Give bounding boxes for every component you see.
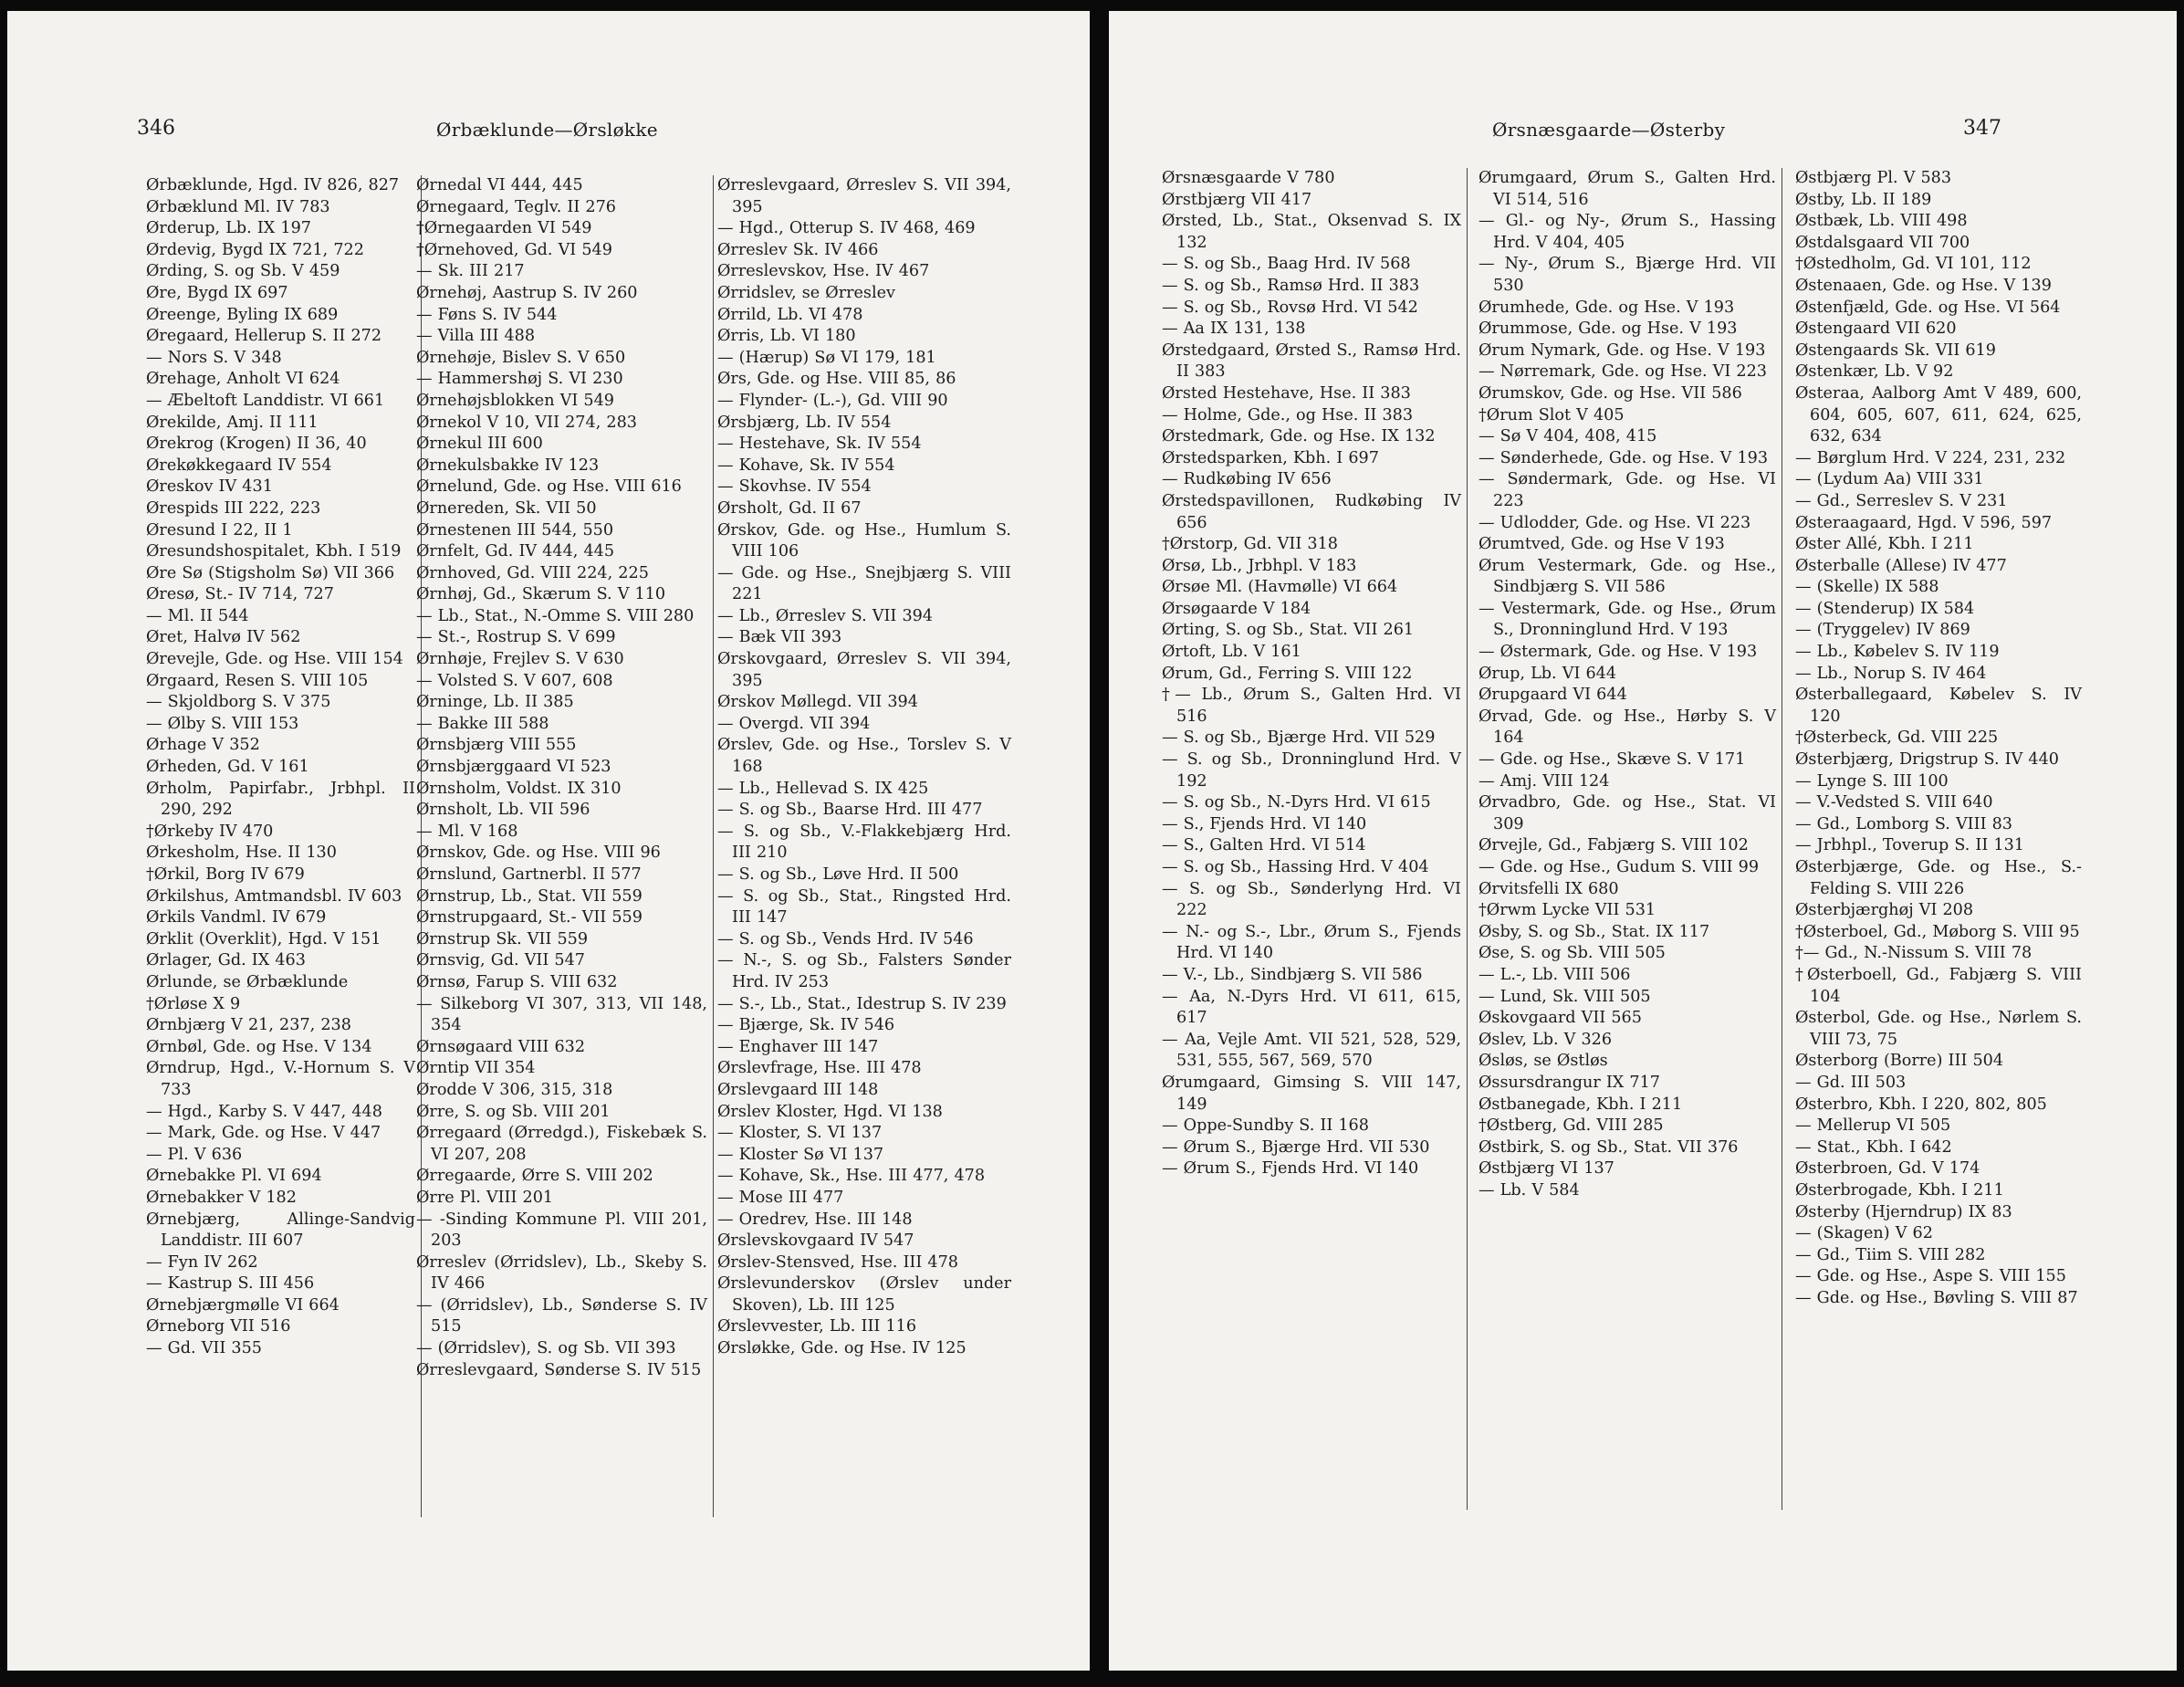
- index-entry: Ørbæklund Ml. IV 783: [146, 197, 330, 216]
- index-entry: — (Skelle) IX 588: [1795, 578, 1939, 597]
- index-entry: Østenkær, Lb. V 92: [1795, 362, 1954, 382]
- index-entry: — (Ørridslev), Lb., Sønderse S. IV 515: [416, 1295, 707, 1336]
- index-entry: Ørnehøjsblokken VI 549: [416, 391, 614, 410]
- index-entry: Ørslevskovgaard IV 547: [717, 1231, 914, 1251]
- index-entry: — Enghaver III 147: [717, 1037, 879, 1056]
- index-entry: — Villa III 488: [416, 327, 536, 346]
- index-entry: Ørreslevskov, Hse. IV 467: [717, 262, 930, 281]
- index-entry: Ørkesholm, Hse. II 130: [146, 844, 337, 863]
- index-entry: — Sø V 404, 408, 415: [1479, 427, 1657, 446]
- index-entry: Ørstedspavillonen, Rudkøbing IV 656: [1162, 491, 1461, 532]
- index-entry: Ørespids III 222, 223: [146, 498, 321, 518]
- index-entry: Ørris, Lb. VI 180: [717, 327, 856, 346]
- index-entry: Ørlunde, se Ørbæklunde: [146, 972, 349, 991]
- index-entry: — Kastrup S. III 456: [146, 1274, 315, 1294]
- index-entry: — Hestehave, Sk. IV 554: [717, 435, 922, 454]
- index-entry: — Gd., Tiim S. VIII 282: [1795, 1245, 1986, 1264]
- index-entry: Ørnslund, Gartnerbl. II 577: [416, 865, 642, 884]
- index-entry: Ørumgaard, Gimsing S. VIII 147, 149: [1162, 1073, 1461, 1114]
- index-entry: — Lb., Norup S. IV 464: [1795, 664, 1987, 683]
- index-entry: — Kloster, S. VI 137: [717, 1124, 883, 1143]
- index-entry: — Lb., Købelev S. IV 119: [1795, 643, 2000, 662]
- index-entry: — Skjoldborg S. V 375: [146, 693, 331, 712]
- index-entry: Ørslevunderskov (Ørslev under Skoven), Lb. III 125: [717, 1274, 1011, 1315]
- index-entry: — Aa, Vejle Amt. VII 521, 528, 529, 531, 555, 567, 569, 570: [1162, 1030, 1461, 1071]
- index-entry: Ørlager, Gd. IX 463: [146, 951, 306, 970]
- index-entry: Ørslevgaard III 148: [717, 1080, 879, 1099]
- index-entry: Ørnstrup, Lb., Stat. VII 559: [416, 886, 643, 906]
- index-entry: Ørhage V 352: [146, 736, 260, 755]
- index-entry: — Gde. og Hse., Skæve S. V 171: [1479, 750, 1746, 770]
- index-entry: Ørslevvester, Lb. III 116: [717, 1317, 917, 1336]
- index-entry: Ørnekol V 10, VII 274, 283: [416, 413, 637, 432]
- index-entry: Østerballegaard, Købelev S. IV 120: [1795, 686, 2082, 726]
- index-entry: — S., Fjends Hrd. VI 140: [1162, 814, 1367, 833]
- running-head: Ørsnæsgaarde—Østerby: [1492, 119, 1726, 141]
- index-entry: — V.-Vedsted S. VIII 640: [1795, 793, 1993, 812]
- index-entry: Ørnehøj, Aastrup S. IV 260: [416, 283, 638, 302]
- index-entry: — Udlodder, Gde. og Hse. VI 223: [1479, 513, 1751, 532]
- index-entry: Ørummose, Gde. og Hse. V 193: [1479, 320, 1738, 339]
- index-entry: Ørsholt, Gd. II 67: [717, 498, 862, 518]
- index-entry: Ørnebjærg, Allinge-Sandvig Landdistr. III 607: [146, 1210, 415, 1251]
- index-entry: — Lb. V 584: [1479, 1180, 1580, 1200]
- index-column-2: [409, 175, 714, 1517]
- index-entry: Østbjærg Pl. V 583: [1795, 169, 1952, 187]
- index-entry: — Ølby S. VIII 153: [146, 714, 299, 733]
- index-entry: Ørstbjærg VII 417: [1162, 190, 1312, 209]
- index-entry: Øssursdrangur IX 717: [1479, 1073, 1660, 1092]
- index-entry: †— Lb., Ørum S., Galten Hrd. VI 516: [1162, 686, 1461, 726]
- index-entry: †Østedholm, Gd. VI 101, 112: [1795, 255, 2032, 274]
- index-entry: Ørslev-Stensved, Hse. III 478: [717, 1252, 958, 1272]
- index-entry: — Søndermark, Gde. og Hse. VI 223: [1479, 470, 1776, 510]
- index-entry: Øslev, Lb. V 326: [1479, 1030, 1613, 1049]
- index-entry: — Aa IX 131, 138: [1162, 320, 1306, 339]
- index-entry: Ørkilshus, Amtmandsbl. IV 603: [146, 886, 402, 906]
- index-entry: Øsby, S. og Sb., Stat. IX 117: [1479, 922, 1710, 941]
- index-entry: — Gd., Lomborg S. VIII 83: [1795, 814, 2013, 833]
- index-entry: Østerbjærghøj VI 208: [1795, 901, 1974, 920]
- index-entry: Østenaaen, Gde. og Hse. V 139: [1795, 276, 2052, 295]
- index-entry: — Flynder- (L.-), Gd. VIII 90: [717, 391, 948, 410]
- index-entry: — Gd. III 503: [1795, 1073, 1907, 1092]
- index-entry: Ørvejle, Gd., Fabjærg S. VIII 102: [1479, 836, 1749, 855]
- index-entry: Ørnegaard, Teglv. II 276: [416, 197, 616, 216]
- index-column-1: [1162, 168, 1468, 1510]
- index-entry: Ørnbøl, Gde. og Hse. V 134: [146, 1037, 372, 1056]
- index-entry: Øregaard, Hellerup S. II 272: [146, 327, 382, 346]
- index-entry: Ørodde V 306, 315, 318: [416, 1080, 613, 1099]
- index-entry: Ørvad, Gde. og Hse., Hørby S. V 164: [1479, 707, 1776, 748]
- index-entry: Ørre Pl. VIII 201: [416, 1188, 554, 1207]
- index-entry: Ørstedmark, Gde. og Hse. IX 132: [1162, 427, 1436, 446]
- index-entry: Ørvitsfelli IX 680: [1479, 879, 1619, 898]
- index-entry: Ørnsø, Farup S. VIII 632: [416, 972, 618, 991]
- index-entry: — Bakke III 588: [416, 714, 549, 733]
- index-entry: — (Hærup) Sø VI 179, 181: [717, 348, 936, 367]
- index-entry: Ørum, Gd., Ferring S. VIII 122: [1162, 664, 1413, 683]
- index-entry: — Kohave, Sk. IV 554: [717, 456, 895, 475]
- index-entry: — S. og Sb., V.-Flakkebjærg Hrd. III 210: [717, 822, 1011, 863]
- index-entry: Ørnhoved, Gd. VIII 224, 225: [416, 563, 649, 582]
- index-entry: Ørsted, Lb., Stat., Oksenvad S. IX 132: [1162, 212, 1461, 252]
- index-entry: — S. og Sb., Bjærge Hrd. VII 529: [1162, 728, 1436, 748]
- index-entry: Ørnestenen III 544, 550: [416, 520, 614, 540]
- index-entry: Ørupgaard VI 644: [1479, 686, 1627, 705]
- index-entry: — Kloster Sø VI 137: [717, 1145, 884, 1164]
- index-entry: — Nors S. V 348: [146, 348, 282, 367]
- index-entry: Østenfjæld, Gde. og Hse. VI 564: [1795, 298, 2061, 317]
- index-entry: — S., Galten Hrd. VI 514: [1162, 836, 1366, 855]
- index-entry: — S. og Sb., Vends Hrd. IV 546: [717, 929, 974, 948]
- index-entry: Øret, Halvø IV 562: [146, 628, 301, 647]
- index-entry: Ørderup, Lb. IX 197: [146, 219, 311, 238]
- index-entry: — Æbeltoft Landdistr. VI 661: [146, 391, 385, 410]
- index-entry: Ørnsholm, Voldst. IX 310: [416, 779, 622, 798]
- index-entry: — Gde. og Hse., Gudum S. VIII 99: [1479, 858, 1760, 876]
- index-entry: — S. og Sb., Hassing Hrd. V 404: [1162, 858, 1429, 876]
- index-entry: — Overgd. VII 394: [717, 714, 871, 733]
- index-entry: Østbirk, S. og Sb., Stat. VII 376: [1479, 1137, 1739, 1157]
- index-entry: — V.-, Lb., Sindbjærg S. VII 586: [1162, 965, 1423, 984]
- index-entry: — (Skagen) V 62: [1795, 1224, 1933, 1243]
- index-entry: Ørnbjærg V 21, 237, 238: [146, 1016, 351, 1035]
- index-entry: Ørreslevgaard, Sønderse S. IV 515: [416, 1360, 702, 1379]
- index-entry: Ørnstrupgaard, St.- VII 559: [416, 908, 643, 927]
- index-entry: Ørumhede, Gde. og Hse. V 193: [1479, 298, 1735, 317]
- index-entry: — Holme, Gde., og Hse. II 383: [1162, 405, 1414, 424]
- index-entry: — Bæk VII 393: [717, 628, 842, 647]
- index-entry: †Ørum Slot V 405: [1479, 405, 1625, 424]
- index-entry: — L.-, Lb. VIII 506: [1479, 965, 1631, 984]
- index-entry: — Vestermark, Gde. og Hse., Ørum S., Dronninglund Hrd. V 193: [1479, 599, 1776, 640]
- index-entry: — -Sinding Kommune Pl. VIII 201, 203: [416, 1210, 707, 1251]
- index-entry: Ørslev, Gde. og Hse., Torslev S. V 168: [717, 736, 1011, 777]
- index-entry: Ørsnæsgaarde V 780: [1162, 169, 1335, 187]
- index-entry: Ørkils Vandml. IV 679: [146, 908, 327, 927]
- index-entry: Østerbjærg, Drigstrup S. IV 440: [1795, 750, 2059, 770]
- index-entry: — S. og Sb., Stat., Ringsted Hrd. III 147: [717, 886, 1011, 927]
- index-entry: — Ørum S., Fjends Hrd. VI 140: [1162, 1159, 1419, 1179]
- index-entry: — Hgd., Karby S. V 447, 448: [146, 1102, 382, 1121]
- index-entry: Ørnsbjærggaard VI 523: [416, 758, 611, 777]
- index-entry: †Ørkil, Borg IV 679: [146, 865, 305, 884]
- index-entry: Østengaard VII 620: [1795, 320, 1957, 339]
- index-entry: — Mellerup VI 505: [1795, 1116, 1951, 1136]
- index-entry: †Ørkeby IV 470: [146, 822, 274, 841]
- index-entry: Ørrild, Lb. VI 478: [717, 305, 863, 324]
- index-entry: — N.-, S. og Sb., Falsters Sønder Hrd. IV 253: [717, 951, 1011, 991]
- index-entry: Ørumskov, Gde. og Hse. VII 586: [1479, 383, 1742, 403]
- index-entry: †Ørwm Lycke VII 531: [1479, 901, 1656, 920]
- index-entry: Ørevejle, Gde. og Hse. VIII 154: [146, 650, 403, 669]
- index-entry: Ørre, S. og Sb. VIII 201: [416, 1102, 611, 1121]
- index-entry: Østerby (Hjerndrup) IX 83: [1795, 1202, 2012, 1221]
- index-entry: †Ørstorp, Gd. VII 318: [1162, 535, 1338, 554]
- index-entry: — S. og Sb., Dronninglund Hrd. V 192: [1162, 750, 1461, 791]
- index-entry: Øreskov IV 431: [146, 477, 273, 497]
- index-entry: — Ml. II 544: [146, 606, 249, 625]
- index-entry: Ørumgaard, Ørum S., Galten Hrd. VI 514, 516: [1479, 169, 1776, 209]
- index-entry: Ørding, S. og Sb. V 459: [146, 262, 340, 281]
- index-entry: Østeraa, Aalborg Amt V 489, 600, 604, 605, 607, 611, 624, 625, 632, 634: [1795, 383, 2082, 446]
- index-entry: Ørdevig, Bygd IX 721, 722: [146, 240, 364, 259]
- index-entry: Østerballe (Allese) IV 477: [1795, 556, 2007, 575]
- index-entry: Ørnedal VI 444, 445: [416, 176, 583, 194]
- index-entry: Ørsbjærg, Lb. IV 554: [717, 413, 892, 432]
- index-entry: Ørnelund, Gde. og Hse. VIII 616: [416, 477, 682, 497]
- index-entry: — Bjærge, Sk. IV 546: [717, 1016, 895, 1035]
- index-entry: Ørsø, Lb., Jrbhpl. V 183: [1162, 556, 1357, 575]
- index-entry: Øreenge, Byling IX 689: [146, 305, 339, 324]
- index-entry: — Ørum S., Bjærge Hrd. VII 530: [1162, 1137, 1430, 1157]
- index-entry: Ørum Vestermark, Gde. og Hse., Sindbjærg S. VII 586: [1479, 556, 1776, 597]
- index-entry: Ørreslevgaard, Ørreslev S. VII 394, 395: [717, 176, 1011, 216]
- index-entry: Ørslev Kloster, Hgd. VI 138: [717, 1102, 943, 1121]
- index-entry: Ørneborg VII 516: [146, 1317, 291, 1336]
- index-entry: Ørnsbjærg VIII 555: [416, 736, 577, 755]
- index-entry: †Østerbeck, Gd. VIII 225: [1795, 728, 1999, 748]
- index-entry: — Gd., Serreslev S. V 231: [1795, 491, 2008, 510]
- index-entry: Ørnsholt, Lb. VII 596: [416, 801, 590, 820]
- index-entry: Ørnhøj, Gd., Skærum S. V 110: [416, 585, 666, 604]
- index-entry: — Ml. V 168: [416, 822, 518, 841]
- index-entry: — Hammershøj S. VI 230: [416, 370, 623, 389]
- index-entry: — Nørremark, Gde. og Hse. VI 223: [1479, 362, 1767, 382]
- index-entry: Ørreslev Sk. IV 466: [717, 240, 879, 259]
- index-entry: †Østerboel, Gd., Møborg S. VIII 95: [1795, 922, 2080, 941]
- index-entry: — (Lydum Aa) VIII 331: [1795, 470, 1984, 489]
- index-entry: †Østberg, Gd. VIII 285: [1479, 1116, 1664, 1136]
- index-entry: Østbæk, Lb. VIII 498: [1795, 212, 1968, 231]
- index-entry: — Børglum Hrd. V 224, 231, 232: [1795, 448, 2066, 467]
- index-entry: Øre Sø (Stigsholm Sø) VII 366: [146, 563, 395, 582]
- index-entry: — Oredrev, Hse. III 148: [717, 1210, 913, 1229]
- index-entry: — Jrbhpl., Toverup S. II 131: [1795, 836, 2025, 855]
- right-page: [1109, 11, 2177, 1671]
- index-entry: — S. og Sb., Baag Hrd. IV 568: [1162, 255, 1411, 274]
- index-entry: — Lb., Ørreslev S. VII 394: [717, 606, 934, 625]
- index-entry: Ørnsvig, Gd. VII 547: [416, 951, 585, 970]
- index-entry: Ørklit (Overklit), Hgd. V 151: [146, 929, 381, 948]
- index-entry: Østbanegade, Kbh. I 211: [1479, 1095, 1683, 1114]
- index-entry: Ørgaard, Resen S. VIII 105: [146, 671, 369, 690]
- index-entry: Ørridslev, se Ørreslev: [717, 283, 895, 302]
- index-entry: — Stat., Kbh. I 642: [1795, 1137, 1952, 1157]
- index-entry: — S. og Sb., Ramsø Hrd. II 383: [1162, 276, 1420, 295]
- index-entry: Ørnebakker V 182: [146, 1188, 297, 1207]
- index-entry: — Gde. og Hse., Bøvling S. VIII 87: [1795, 1288, 2078, 1307]
- index-entry: Ørup, Lb. VI 644: [1479, 664, 1617, 683]
- index-entry: — Fyn IV 262: [146, 1252, 258, 1272]
- index-entry: Østbjærg VI 137: [1479, 1159, 1614, 1179]
- index-entry: — Østermark, Gde. og Hse. V 193: [1479, 643, 1758, 662]
- index-column-1: [146, 175, 422, 1517]
- index-entry: Ørbæklunde, Hgd. IV 826, 827: [146, 176, 400, 194]
- index-column-3: [1786, 168, 2087, 1309]
- index-entry: Ørstedsparken, Kbh. I 697: [1162, 448, 1379, 467]
- index-entry: — Lund, Sk. VIII 505: [1479, 987, 1651, 1006]
- index-entry: Ørnehøje, Bislev S. V 650: [416, 348, 626, 367]
- index-entry: Østerbroen, Gd. V 174: [1795, 1159, 1980, 1179]
- index-entry: Ørnsøgaard VIII 632: [416, 1037, 586, 1056]
- index-entry: — Lynge S. III 100: [1795, 771, 1949, 791]
- index-entry: — S. og Sb., Baarse Hrd. III 477: [717, 801, 983, 820]
- index-entry: — S.-, Lb., Stat., Idestrup S. IV 239: [717, 994, 1007, 1013]
- index-entry: — N.- og S.-, Lbr., Ørum S., Fjends Hrd. VI 140: [1162, 922, 1461, 963]
- index-entry: Ørtoft, Lb. V 161: [1162, 643, 1301, 662]
- index-entry: †Østerboell, Gd., Fabjærg S. VIII 104: [1795, 965, 2082, 1006]
- index-entry: Øresundshospitalet, Kbh. I 519: [146, 542, 402, 561]
- index-entry: — Føns S. IV 544: [416, 305, 558, 324]
- index-entry: Ørnebjærgmølle VI 664: [146, 1295, 340, 1315]
- index-entry: Østerbrogade, Kbh. I 211: [1795, 1180, 2004, 1200]
- index-entry: Østeraagaard, Hgd. V 596, 597: [1795, 513, 2053, 532]
- index-entry: Østerbol, Gde. og Hse., Nørlem S. VIII 73, 75: [1795, 1009, 2082, 1049]
- index-entry: Ørntip VII 354: [416, 1059, 536, 1078]
- index-entry: — S. og Sb., Sønderlyng Hrd. VI 222: [1162, 879, 1461, 920]
- index-entry: Ørndrup, Hgd., V.-Hornum S. V 733: [146, 1059, 415, 1099]
- index-entry: Ørsøe Ml. (Havmølle) VI 664: [1162, 578, 1398, 597]
- left-page: [7, 11, 1090, 1671]
- index-entry: Ørekøkkegaard IV 554: [146, 456, 332, 475]
- index-entry: — (Tryggelev) IV 869: [1795, 621, 1970, 640]
- index-entry: Øsløs, se Østløs: [1479, 1052, 1608, 1071]
- index-entry: Ørting, S. og Sb., Stat. VII 261: [1162, 621, 1415, 640]
- index-entry: †— Gd., N.-Nissum S. VIII 78: [1795, 944, 2032, 963]
- index-entry: Ørslevfrage, Hse. III 478: [717, 1059, 922, 1078]
- index-entry: — Pl. V 636: [146, 1145, 243, 1164]
- index-entry: Østerbjærge, Gde. og Hse., S.-Felding S. VIII 226: [1795, 858, 2082, 898]
- index-entry: Ørumtved, Gde. og Hse V 193: [1479, 535, 1725, 554]
- page-number: 347: [1963, 117, 2001, 140]
- index-entry: Ørninge, Lb. II 385: [416, 693, 574, 712]
- index-entry: — Lb., Stat., N.-Omme S. VIII 280: [416, 606, 695, 625]
- index-entry: Ørnstrup Sk. VII 559: [416, 929, 589, 948]
- index-entry: Øre, Bygd IX 697: [146, 283, 288, 302]
- index-entry: Øse, S. og Sb. VIII 505: [1479, 944, 1666, 963]
- index-entry: — S. og Sb., Løve Hrd. II 500: [717, 865, 959, 884]
- index-entry: Ørs, Gde. og Hse. VIII 85, 86: [717, 370, 956, 389]
- index-entry: — Hgd., Otterup S. IV 468, 469: [717, 219, 976, 238]
- index-entry: Ørholm, Papirfabr., Jrbhpl. II 290, 292: [146, 779, 415, 820]
- index-entry: †Ørnehoved, Gd. VI 549: [416, 240, 612, 259]
- index-entry: Øresund I 22, II 1: [146, 520, 293, 540]
- index-entry: Øskovgaard VII 565: [1479, 1009, 1642, 1028]
- index-entry: — Mark, Gde. og Hse. V 447: [146, 1124, 381, 1143]
- index-entry: Ørregaarde, Ørre S. VIII 202: [416, 1167, 653, 1186]
- index-entry: Ørvadbro, Gde. og Hse., Stat. VI 309: [1479, 793, 1776, 833]
- index-entry: Østby, Lb. II 189: [1795, 190, 1932, 209]
- index-entry: Ørreslev (Ørridslev), Lb., Skeby S. IV 466: [416, 1252, 707, 1294]
- index-column-2: [1469, 168, 1782, 1510]
- index-entry: Øster Allé, Kbh. I 211: [1795, 535, 1974, 554]
- index-entry: Ørekilde, Amj. II 111: [146, 413, 319, 432]
- index-entry: Ørum Nymark, Gde. og Hse. V 193: [1479, 341, 1766, 360]
- index-entry: Ørnhøje, Frejlev S. V 630: [416, 650, 624, 669]
- index-entry: Ørsløkke, Gde. og Hse. IV 125: [717, 1339, 967, 1358]
- index-entry: †Ørløse X 9: [146, 994, 241, 1013]
- index-entry: Ørekrog (Krogen) II 36, 40: [146, 435, 367, 454]
- index-entry: Ørskov Møllegd. VII 394: [717, 693, 918, 712]
- index-entry: Ørnekul III 600: [416, 435, 543, 454]
- index-entry: Ørnereden, Sk. VII 50: [416, 498, 597, 518]
- index-entry: — (Ørridslev), S. og Sb. VII 393: [416, 1339, 676, 1358]
- index-entry: — Ny-, Ørum S., Bjærge Hrd. VII 530: [1479, 255, 1776, 295]
- index-entry: Ørnfelt, Gd. IV 444, 445: [416, 542, 615, 561]
- page-number: 346: [137, 117, 175, 140]
- index-entry: — Sønderhede, Gde. og Hse. V 193: [1479, 448, 1769, 467]
- index-entry: Ørskov, Gde. og Hse., Humlum S. VIII 106: [717, 520, 1011, 561]
- index-entry: Østdalsgaard VII 700: [1795, 233, 1970, 252]
- index-entry: — Rudkøbing IV 656: [1162, 470, 1332, 489]
- index-entry: Øresø, St.- IV 714, 727: [146, 585, 334, 604]
- index-entry: — Gl.- og Ny-, Ørum S., Hassing Hrd. V 404, 405: [1479, 212, 1776, 252]
- index-entry: Ørregaard (Ørredgd.), Fiskebæk S. VI 207, 208: [416, 1124, 707, 1164]
- index-entry: — Skovhse. IV 554: [717, 477, 872, 497]
- index-entry: Østerborg (Borre) III 504: [1795, 1052, 2004, 1071]
- index-entry: †Ørnegaarden VI 549: [416, 219, 592, 238]
- index-column-3: [710, 175, 1017, 1360]
- index-entry: Ørsøgaarde V 184: [1162, 599, 1311, 618]
- index-entry: — Gd. VII 355: [146, 1339, 262, 1358]
- index-entry: — S. og Sb., Rovsø Hrd. VI 542: [1162, 298, 1418, 317]
- index-entry: — Lb., Hellevad S. IX 425: [717, 779, 929, 798]
- index-entry: — (Stenderup) IX 584: [1795, 599, 1975, 618]
- index-entry: — Amj. VIII 124: [1479, 771, 1610, 791]
- index-entry: — Volsted S. V 607, 608: [416, 671, 613, 690]
- index-entry: Ørskovgaard, Ørreslev S. VII 394, 395: [717, 650, 1011, 690]
- index-entry: — S. og Sb., N.-Dyrs Hrd. VI 615: [1162, 793, 1431, 812]
- index-entry: Ørnekulsbakke IV 123: [416, 456, 600, 475]
- index-entry: Ørstedgaard, Ørsted S., Ramsø Hrd. II 383: [1162, 341, 1461, 382]
- index-entry: — Gde. og Hse., Aspe S. VIII 155: [1795, 1267, 2066, 1286]
- index-entry: — Silkeborg VI 307, 313, VII 148, 354: [416, 994, 707, 1035]
- index-entry: Ørsted Hestehave, Hse. II 383: [1162, 383, 1411, 403]
- index-entry: — St.-, Rostrup S. V 699: [416, 628, 616, 647]
- index-entry: — Kohave, Sk., Hse. III 477, 478: [717, 1167, 986, 1186]
- index-entry: — Mose III 477: [717, 1188, 844, 1207]
- index-entry: — Oppe-Sundby S. II 168: [1162, 1116, 1369, 1136]
- index-entry: Østengaards Sk. VII 619: [1795, 341, 1996, 360]
- index-entry: — Sk. III 217: [416, 262, 525, 281]
- index-entry: Ørheden, Gd. V 161: [146, 758, 309, 777]
- index-entry: — Gde. og Hse., Snejbjærg S. VIII 221: [717, 563, 1011, 604]
- index-entry: Ørnebakke Pl. VI 694: [146, 1167, 322, 1186]
- index-entry: — Aa, N.-Dyrs Hrd. VI 611, 615, 617: [1162, 987, 1461, 1028]
- running-head: Ørbæklunde—Ørsløkke: [436, 119, 658, 141]
- index-entry: Ørnskov, Gde. og Hse. VIII 96: [416, 844, 661, 863]
- index-entry: Ørehage, Anholt VI 624: [146, 370, 340, 389]
- index-entry: Østerbro, Kbh. I 220, 802, 805: [1795, 1095, 2047, 1114]
